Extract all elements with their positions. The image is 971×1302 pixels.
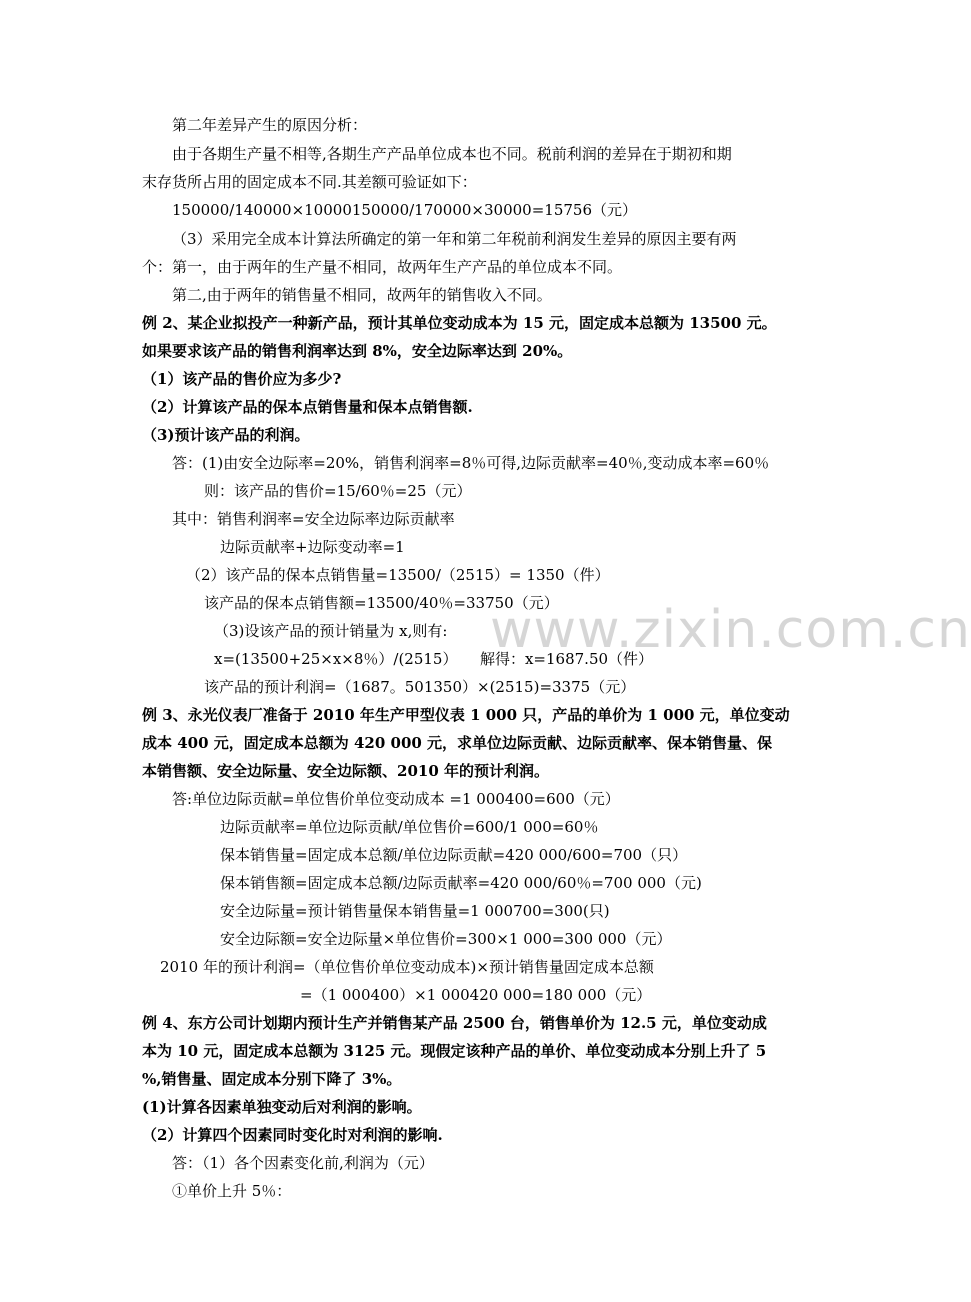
text-line: 该产品的保本点销售额=13500/40％=33750（元） (204, 594, 559, 612)
text-line: 150000/140000×10000150000/170000×30000=15756（元） (172, 201, 638, 219)
question-line: (1)计算各因素单独变动后对利润的影响。 (142, 1098, 422, 1116)
text-line: 保本销售量=固定成本总额/单位边际贡献=420 000/600=700（只） (220, 846, 688, 864)
example-heading: 例 2、某企业拟投产一种新产品，预计其单位变动成本为 15 元，固定成本总额为 13500 元。 (142, 314, 777, 332)
text-line: 安全边际量=预计销售量保本销售量=1 000700=300(只) (220, 902, 610, 920)
question-line: （2）计算该产品的保本点销售量和保本点销售额. (142, 398, 473, 416)
watermark: www.zixin.com.cn (490, 600, 971, 660)
text-line: 其中：销售利润率=安全边际率边际贡献率 (172, 510, 455, 528)
text-line: 则：该产品的售价=15/60％=25（元） (204, 482, 472, 500)
example-heading: 成本 400 元，固定成本总额为 420 000 元，求单位边际贡献、边际贡献率、保本销售量、保 (142, 734, 773, 752)
text-line: 个：第一，由于两年的生产量不相同，故两年生产产品的单位成本不同。 (142, 258, 623, 276)
text-line: 末存货所占用的固定成本不同.其差额可验证如下： (142, 173, 477, 191)
text-line: x=(13500+25×x×8％）/(2515） 解得：x=1687.50（件） (214, 650, 654, 668)
example-heading: 如果要求该产品的销售利润率达到 8%，安全边际率达到 20%。 (142, 342, 573, 360)
text-line: =（1 000400）×1 000420 000=180 000（元） (300, 986, 652, 1004)
text-line: 答：（1）各个因素变化前,利润为（元） (172, 1154, 434, 1172)
text-line: 答：(1)由安全边际率=20%，销售利润率=8％可得,边际贡献率=40％,变动成本率=60％ (172, 454, 770, 472)
text-line: （3）采用完全成本计算法所确定的第一年和第二年税前利润发生差异的原因主要有两 (172, 230, 737, 248)
text-line: 第二年差异产生的原因分析： (172, 116, 368, 134)
text-line: 边际贡献率+边际变动率=1 (220, 538, 405, 556)
example-heading: %,销售量、固定成本分别下降了 3%。 (142, 1070, 402, 1088)
example-heading: 本销售额、安全边际量、安全边际额、2010 年的预计利润。 (142, 762, 549, 780)
text-line: 边际贡献率=单位边际贡献/单位售价=600/1 000=60％ (220, 818, 599, 836)
text-line: ①单价上升 5％： (172, 1182, 292, 1200)
text-line: 安全边际额=安全边际量×单位售价=300×1 000=300 000（元） (220, 930, 672, 948)
text-line: 由于各期生产量不相等,各期生产产品单位成本也不同。税前利润的差异在于期初和期 (172, 145, 732, 163)
text-line: （3)设该产品的预计销量为 x,则有: (214, 622, 448, 640)
text-line: 答:单位边际贡献=单位售价单位变动成本 =1 000400=600（元） (172, 790, 620, 808)
question-line: （2）计算四个因素同时变化时对利润的影响. (142, 1126, 443, 1144)
example-heading: 例 3、永光仪表厂准备于 2010 年生产甲型仪表 1 000 只，产品的单价为 1 000 元，单位变动 (142, 706, 790, 724)
text-line: 保本销售额=固定成本总额/边际贡献率=420 000/60％=700 000（元) (220, 874, 702, 892)
text-line: 第二,由于两年的销售量不相同，故两年的销售收入不同。 (172, 286, 552, 304)
question-line: （3)预计该产品的利润。 (142, 426, 310, 444)
text-line: 2010 年的预计利润=（单位售价单位变动成本)×预计销售量固定成本总额 (160, 958, 654, 976)
text-line: （2）该产品的保本点销售量=13500/（2515）= 1350（件） (186, 566, 610, 584)
example-heading: 本为 10 元，固定成本总额为 3125 元。现假定该种产品的单价、单位变动成本分别上升了 5 (142, 1042, 767, 1060)
text-line: 该产品的预计利润=（1687。501350）×(2515)=3375（元） (204, 678, 636, 696)
question-line: （1）该产品的售价应为多少? (142, 370, 342, 388)
example-heading: 例 4、东方公司计划期内预计生产并销售某产品 2500 台，销售单价为 12.5 元，单位变动成 (142, 1014, 767, 1032)
